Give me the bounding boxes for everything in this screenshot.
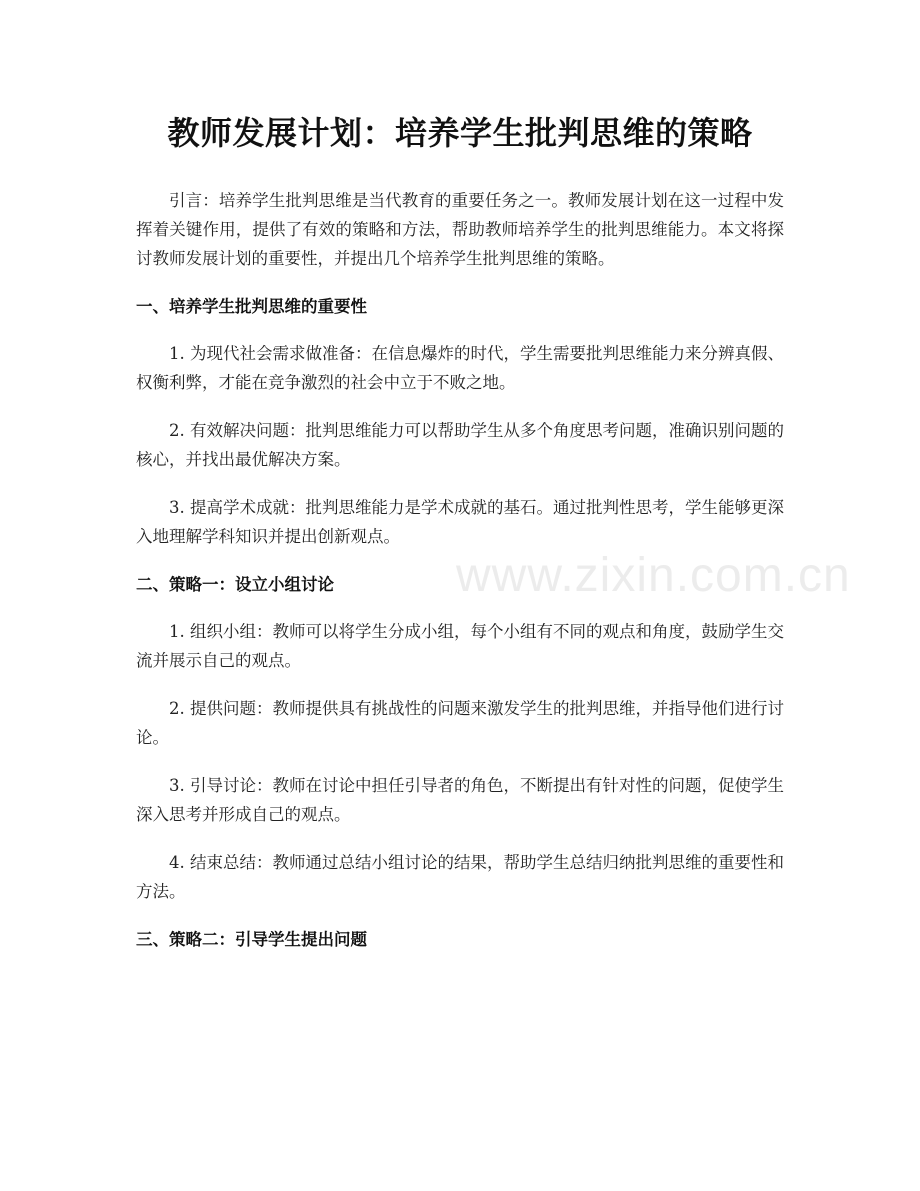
section-heading-strategy-one: 二、策略一：设立小组讨论 <box>136 575 334 594</box>
watermark: www.zixin.com.cn <box>456 549 851 602</box>
section-heading-strategy-two: 三、策略二：引导学生提出问题 <box>136 930 367 949</box>
page-title: 教师发展计划：培养学生批判思维的策略 <box>167 114 753 152</box>
list-item: 1. 为现代社会需求做准备：在信息爆炸的时代，学生需要批判思维能力来分辨真假、权衡利弊，才能在竞争激烈的社会中立于不败之地。 <box>136 344 784 392</box>
section-heading-importance: 一、培养学生批判思维的重要性 <box>136 297 367 316</box>
document-body <box>136 186 784 972</box>
list-item: 2. 提供问题：教师提供具有挑战性的问题来激发学生的批判思维，并指导他们进行讨论。 <box>136 699 784 747</box>
list-item: 2. 有效解决问题：批判思维能力可以帮助学生从多个角度思考问题，准确识别问题的核心，并找出最优解决方案。 <box>136 421 784 469</box>
list-item: 3. 引导讨论：教师在讨论中担任引导者的角色，不断提出有针对性的问题，促使学生深入思考并形成自己的观点。 <box>136 776 784 824</box>
list-item: 1. 组织小组：教师可以将学生分成小组，每个小组有不同的观点和角度，鼓励学生交流并展示自己的观点。 <box>136 622 784 670</box>
list-item: 4. 结束总结：教师通过总结小组讨论的结果，帮助学生总结归纳批判思维的重要性和方法。 <box>136 853 784 901</box>
list-item: 3. 提高学术成就：批判思维能力是学术成就的基石。通过批判性思考，学生能够更深入地理解学科知识并提出创新观点。 <box>136 498 784 546</box>
intro-paragraph: 引言：培养学生批判思维是当代教育的重要任务之一。教师发展计划在这一过程中发挥着关键作用，提供了有效的策略和方法，帮助教师培养学生的批判思维能力。本文将探讨教师发展计划的重要性，并提出几个培养学生批判思维的策略。 <box>136 191 784 268</box>
